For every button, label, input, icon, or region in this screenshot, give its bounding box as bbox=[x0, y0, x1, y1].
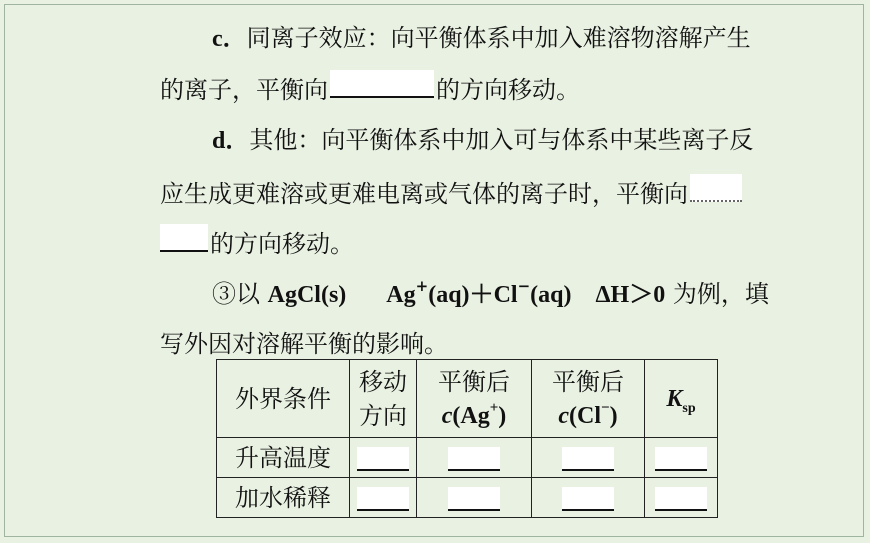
cell-blank[interactable] bbox=[645, 478, 718, 518]
cell-blank[interactable] bbox=[350, 438, 417, 478]
cell-blank[interactable] bbox=[532, 478, 645, 518]
table-row bbox=[217, 478, 718, 518]
para-d-text1: 其他：向平衡体系中加入可与体系中某些离子反 bbox=[249, 126, 754, 154]
formula-agcl: AgCl(s) bbox=[267, 282, 347, 308]
header-ksp: $K_{sp}$ bbox=[645, 360, 718, 438]
header-direction: 移动 方向 bbox=[350, 360, 417, 438]
header-cl-conc: 平衡后 c(Cl−) bbox=[532, 360, 645, 438]
header-ag-conc: 平衡后 c(Ag+) bbox=[417, 360, 532, 438]
para-c-line1 bbox=[212, 20, 751, 57]
para-d-line1 bbox=[212, 122, 753, 159]
para-c-text2b: 的方向移动。 bbox=[436, 76, 580, 104]
answer-blank[interactable] bbox=[562, 447, 614, 471]
para-d-text3: 的方向移动。 bbox=[210, 230, 354, 258]
answer-blank[interactable] bbox=[655, 447, 707, 471]
answer-blank[interactable] bbox=[448, 447, 500, 471]
cell-blank[interactable] bbox=[532, 438, 645, 478]
blank-d-part2[interactable] bbox=[160, 224, 208, 252]
para-e-text2: 写外因对溶解平衡的影响。 bbox=[160, 330, 448, 358]
cell-blank[interactable] bbox=[417, 438, 532, 478]
para-e-num: ③以 bbox=[212, 280, 268, 308]
blank-c[interactable] bbox=[330, 70, 434, 98]
para-c-text: 同离子效应：向平衡体系中加入难溶物溶解产生 bbox=[246, 24, 751, 52]
row-label-heat: 升高温度 bbox=[217, 438, 350, 478]
para-d-label: d． bbox=[212, 128, 250, 154]
para-e-tail: 为例，填 bbox=[665, 280, 769, 308]
formula-cl: Cl bbox=[493, 282, 518, 308]
row-label-dilute: 加水稀释 bbox=[217, 478, 350, 518]
formula-aq1: (aq)＋ bbox=[428, 282, 494, 308]
formula-ag: Ag bbox=[386, 282, 416, 308]
answer-blank[interactable] bbox=[448, 487, 500, 511]
cl-charge: − bbox=[517, 277, 531, 295]
header-condition: 外界条件 bbox=[217, 360, 350, 438]
cell-blank[interactable] bbox=[645, 438, 718, 478]
para-e-line1 bbox=[212, 276, 769, 313]
table-header-row bbox=[217, 360, 718, 438]
para-d-line3 bbox=[160, 224, 354, 262]
para-d-line2 bbox=[160, 174, 744, 212]
solubility-table bbox=[216, 359, 718, 518]
table-row bbox=[217, 438, 718, 478]
para-c-line2 bbox=[160, 70, 580, 108]
answer-blank[interactable] bbox=[357, 487, 409, 511]
cell-blank[interactable] bbox=[350, 478, 417, 518]
para-e-line2 bbox=[160, 326, 448, 362]
para-d-text2: 应生成更难溶或更难电离或气体的离子时，平衡向 bbox=[160, 180, 688, 208]
blank-d-part1[interactable] bbox=[690, 174, 742, 202]
para-c-label: c． bbox=[212, 26, 247, 52]
delta-h: ΔH＞0 bbox=[595, 282, 666, 308]
formula-aq2: (aq) bbox=[530, 282, 572, 308]
answer-blank[interactable] bbox=[655, 487, 707, 511]
ag-charge: + bbox=[415, 277, 429, 295]
answer-blank[interactable] bbox=[562, 487, 614, 511]
answer-blank[interactable] bbox=[357, 447, 409, 471]
para-c-text2a: 的离子，平衡向 bbox=[160, 76, 328, 104]
cell-blank[interactable] bbox=[417, 478, 532, 518]
